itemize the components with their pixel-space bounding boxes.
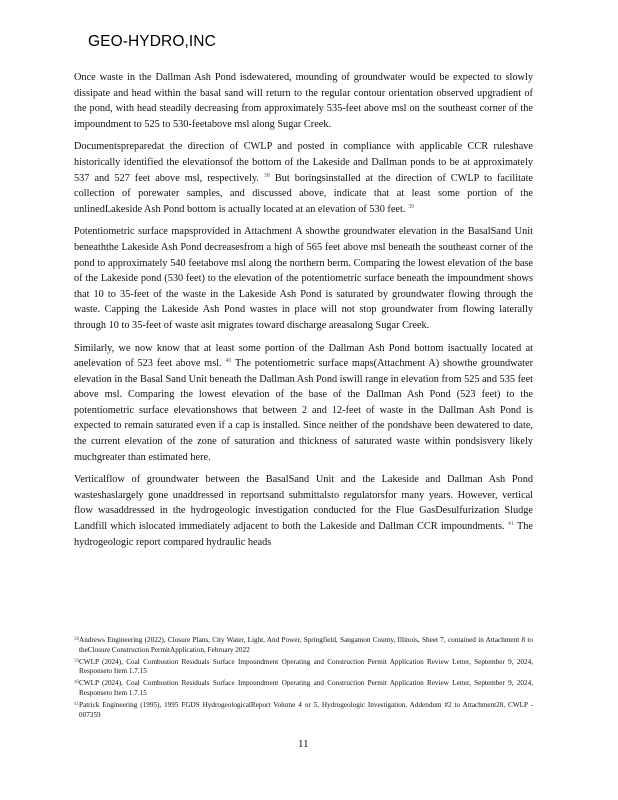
- paragraph-text: Verticalflow of groundwater between the BasalSand Unit and the Lakeside and Dallman Ash Pond wasteshaslargely gone unaddressed in reportsand submittalsto regulatorsfor many years. However, vertical flow wasaddressed in the hydrogeologic investigation conducted for the Flue GasDesulfurization Sludge Landfill which islocated immediately adjacent to both the Lakeside and Dallman CCR impoundments.: [74, 474, 533, 533]
- paragraph-dewatering: [74, 70, 533, 132]
- footnote-number: 39: [74, 658, 79, 664]
- paragraph-vertical-flow: [74, 472, 533, 550]
- footnote-ref[interactable]: 38: [263, 172, 270, 179]
- paragraph-pond-bottom-elevations: [74, 139, 533, 217]
- paragraph-text: Potentiometric surface mapsprovided in Attachment A showthe groundwater elevation in the BasalSand Unit beneaththe Lakeside Ash Pond decreasesfrom a high of 565 feet above msl beneath the southeast corner of the pond to approximately 540 feetabove msl along the northern berm. Comparing the lowest elevation of the base of the Lakeside pond (530 feet) to the elevation of the potentiometric surface beneath the impoundment shows that 10 to 35-feet of the waste in the Lakeside Ash Pond is saturated by groundwater flowing through the waste. Capping the Lakeside Ash Pond wastes in place will not stop groundwater from flowing laterally through 10 to 35-feet of waste asit migrates toward discharge areasalong Sugar Creek.: [74, 226, 533, 331]
- footnote-number: 38: [74, 637, 79, 642]
- footnote-text: CWLP (2024), Coal Combustion Residuals Surface Impoundment Operating and Construction Permit Application Review Letter, September 9, 2024, Responseto Item 1.7.15: [79, 679, 533, 697]
- footnote-number: 41: [74, 701, 79, 707]
- paragraph-text: Documentspreparedat the direction of CWLP and posted in compliance with applicable CCR ruleshave historically identified the elevationsof the bottom of the Lakeside and Dallman ponds to be at approximately 537 and 527 feet above msl, respectively.: [74, 141, 533, 184]
- page-number: 11: [298, 738, 309, 750]
- footnote-item: [74, 679, 533, 699]
- footnote-item: [74, 701, 533, 721]
- footnote-text: Andrews Engineering (2022), Closure Plans, City Water, Light, And Power, Springfield, Sangamon County, Illinois, Sheet 7, contained in Attachment 8 to theClosure Construction PermitApplication, February 2022: [79, 636, 533, 654]
- footnote-item: [74, 658, 533, 678]
- body-text: [74, 70, 533, 557]
- footnote-ref[interactable]: 39: [408, 203, 414, 210]
- footnote-text: Patrick Engineering (1995), 1995 FGDS HydrogeologicalReport Volume 4 or 5, Hydrogeologic Investigation, Addendum #2 to Attachment28, CWLP - 007359: [79, 700, 533, 719]
- footnotes: [74, 636, 533, 722]
- paragraph-lakeside-saturation: [74, 224, 533, 333]
- footnote-number: 40: [74, 680, 79, 686]
- paragraph-text: The hydrogeologic report compared hydraulic heads: [74, 521, 533, 548]
- footnote-item: [74, 636, 533, 656]
- paragraph-text: The potentiometric surface maps(Attachment A) showthe groundwater elevation in the Basal Sand Unit beneath the Dallman Ash Pond iswill range in elevation from 525 and 535 feet above msl. Comparing the lowest elevation of the base of the Dallman Ash Pond (523 feet) to the potentiometric surface elevationshows that between 2 and 12-feet of waste in the Dallman Ash Pond is expected to remain saturated even if a cap is installed. Since neither of the pondshave been dewatered to date, the current elevation of the zone of saturation and thickness of saturated waste within pondsisvery likely muchgreater than estimated here.: [74, 358, 534, 463]
- paragraph-dallman-saturation: [74, 341, 533, 466]
- footnote-ref[interactable]: 41: [507, 521, 514, 528]
- footnote-ref[interactable]: 40: [225, 358, 232, 365]
- paragraph-text: Similarly, we now know that at least some portion of the Dallman Ash Pond bottom isactually located at anelevation of 523 feet above msl.: [74, 342, 533, 370]
- company-header: GEO-HYDRO,INC: [88, 33, 216, 50]
- paragraph-text: But boringsinstalled at the direction of CWLP to facilitate collection of porewater samples, and discussed above, indicate that at least some portion of the unlinedLakeside Ash Pond bottom is actually located at an elevation of 530 feet.: [74, 172, 533, 215]
- paragraph-text: Once waste in the Dallman Ash Pond isdewatered, mounding of groundwater would be expected to slowly dissipate and head within the basal sand will return to the regular contour orientation observed upgradient of the pond, with head steadily decreasing from approximately 535-feet above msl on the southeast corner of the impoundment to 525 to 530-feetabove msl along Sugar Creek.: [74, 72, 533, 130]
- footnote-text: CWLP (2024), Coal Combustion Residuals Surface Impoundment Operating and Construction Permit Application Review Letter, September 9, 2024, Responseto Item 1.7.15: [79, 657, 533, 676]
